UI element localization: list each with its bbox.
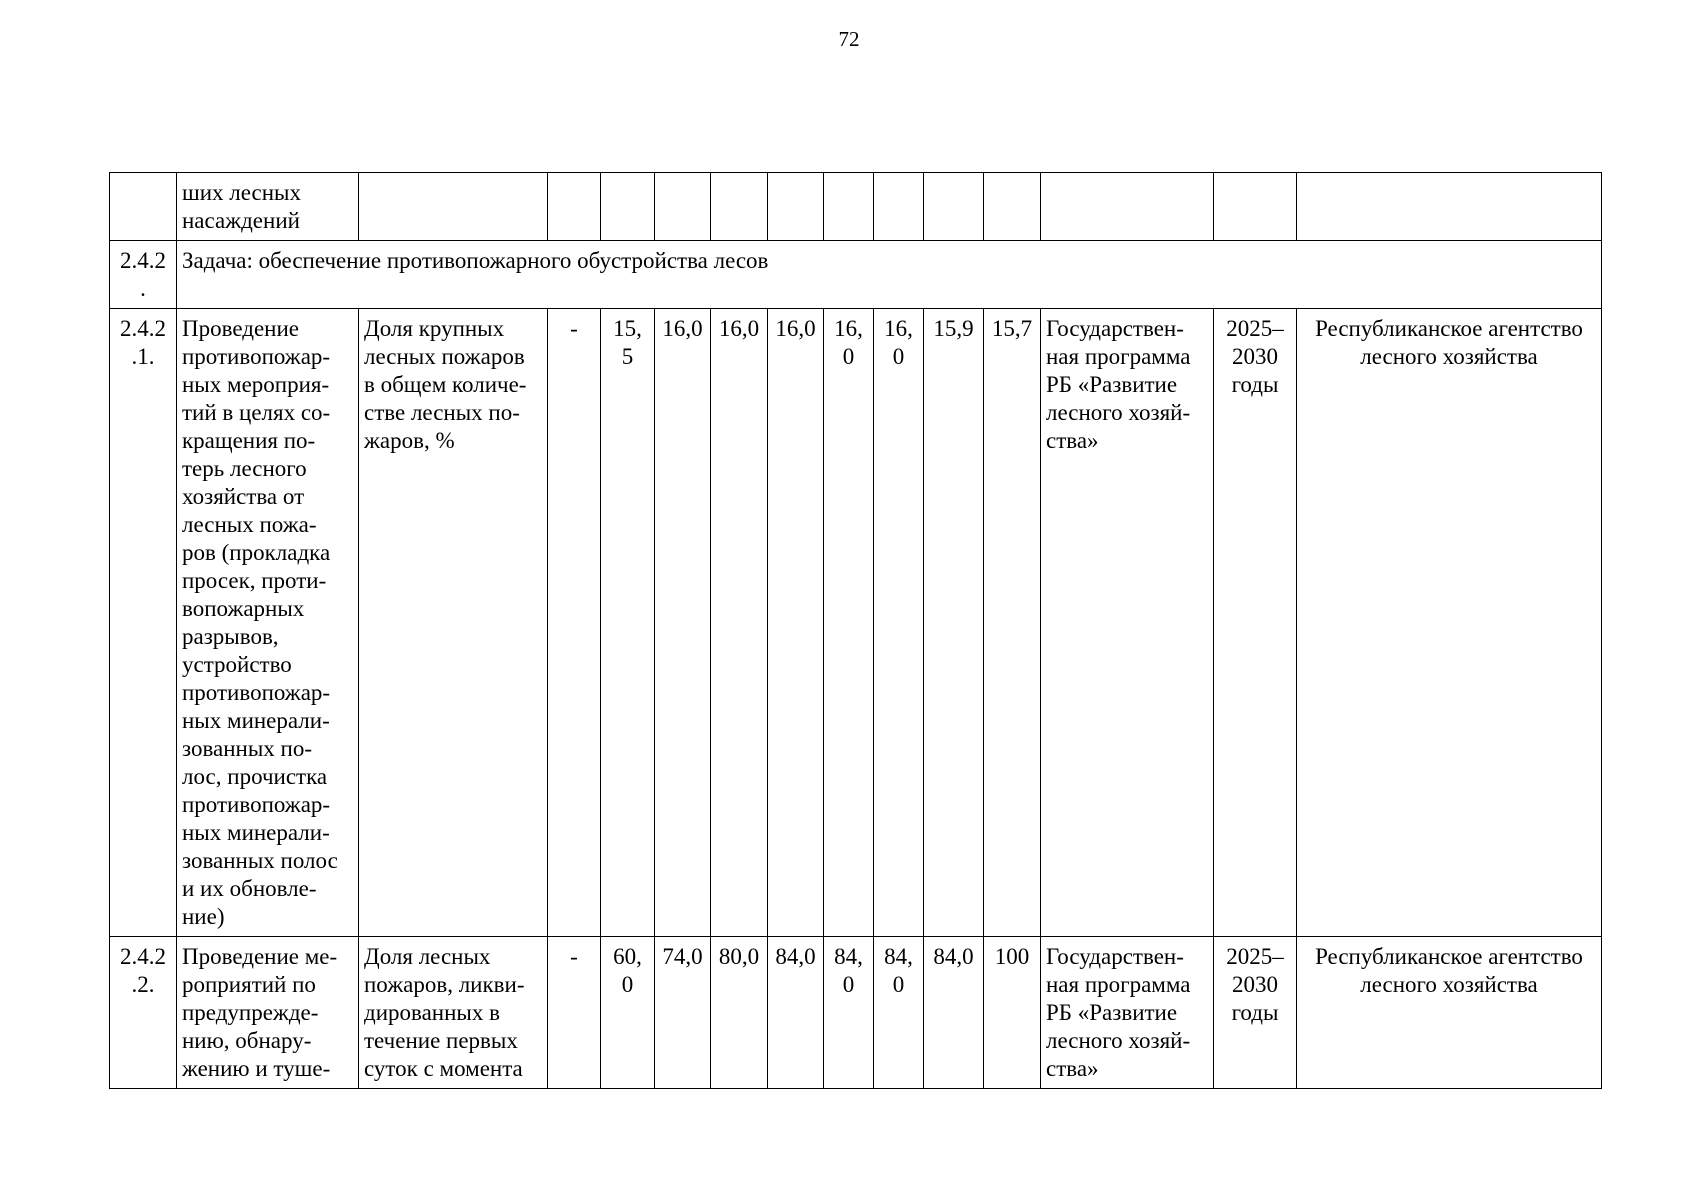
cell-empty xyxy=(1214,173,1297,241)
cell-measure-continuation: ших лесных насаждений xyxy=(177,173,359,241)
table-row-item xyxy=(110,937,1602,1089)
cell-item-value: - xyxy=(548,309,601,937)
cell-empty xyxy=(655,173,711,241)
cell-item-value: 15,7 xyxy=(984,309,1041,937)
cell-item-value: - xyxy=(548,937,601,1089)
cell-empty xyxy=(924,173,984,241)
table-row-item xyxy=(110,309,1602,937)
cell-item-value: 15, 5 xyxy=(601,309,655,937)
cell-item-value: 74,0 xyxy=(655,937,711,1089)
cell-item-value: 16, 0 xyxy=(824,309,874,937)
cell-empty xyxy=(1041,173,1214,241)
cell-item-period: 2025– 2030 годы xyxy=(1214,309,1297,937)
cell-empty xyxy=(824,173,874,241)
table-row-task xyxy=(110,241,1602,309)
page-number: 72 xyxy=(838,27,860,51)
cell-item-executor: Республиканское агентство лесного хозяйства xyxy=(1297,937,1602,1089)
cell-item-value: 16, 0 xyxy=(874,309,924,937)
cell-item-executor: Республиканское агентство лесного хозяйства xyxy=(1297,309,1602,937)
cell-item-value: 84,0 xyxy=(768,937,824,1089)
cell-empty xyxy=(359,173,548,241)
cell-item-program: Государствен- ная программа РБ «Развитие лесного хозяй- ства» xyxy=(1041,309,1214,937)
cell-item-period: 2025– 2030 годы xyxy=(1214,937,1297,1089)
cell-item-value: 84, 0 xyxy=(824,937,874,1089)
cell-item-value: 16,0 xyxy=(768,309,824,937)
cell-item-value: 16,0 xyxy=(655,309,711,937)
cell-item-value: 80,0 xyxy=(711,937,768,1089)
cell-item-value: 60, 0 xyxy=(601,937,655,1089)
cell-empty xyxy=(548,173,601,241)
cell-item-indicator: Доля лесных пожаров, ликви- дированных в течение первых суток с момента xyxy=(359,937,548,1089)
cell-item-id: 2.4.2 .1. xyxy=(110,309,177,937)
cell-empty xyxy=(601,173,655,241)
cell-item-id: 2.4.2 .2. xyxy=(110,937,177,1089)
cell-empty xyxy=(768,173,824,241)
cell-item-value: 15,9 xyxy=(924,309,984,937)
cell-item-value: 100 xyxy=(984,937,1041,1089)
cell-item-indicator: Доля крупных лесных пожаров в общем количе- стве лесных по- жаров, % xyxy=(359,309,548,937)
cell-id-empty xyxy=(110,173,177,241)
cell-item-program: Государствен- ная программа РБ «Развитие лесного хозяй- ства» xyxy=(1041,937,1214,1089)
cell-task-id: 2.4.2 . xyxy=(110,241,177,309)
cell-empty xyxy=(1297,173,1602,241)
measures-table xyxy=(109,172,1602,1089)
cell-empty xyxy=(984,173,1041,241)
cell-item-value: 84,0 xyxy=(924,937,984,1089)
cell-task-text: Задача: обеспечение противопожарного обустройства лесов xyxy=(177,241,1602,309)
cell-item-value: 16,0 xyxy=(711,309,768,937)
cell-item-measure: Проведение ме- роприятий по предупрежде- нию, обнару- жению и туше- xyxy=(177,937,359,1089)
cell-item-value: 84, 0 xyxy=(874,937,924,1089)
cell-empty xyxy=(874,173,924,241)
cell-item-measure: Проведение противопожар- ных мероприя- тий в целях со- кращения по- терь лесного хозяйства от лесных пожа- ров (прокладка просек, проти- вопожарных разрывов, устройство противопожар- ных минерали- зованных по- лос, прочистка противопожар- ных минерали- зованных полос и их обновле- ние) xyxy=(177,309,359,937)
table-row-continuation xyxy=(110,173,1602,241)
cell-empty xyxy=(711,173,768,241)
